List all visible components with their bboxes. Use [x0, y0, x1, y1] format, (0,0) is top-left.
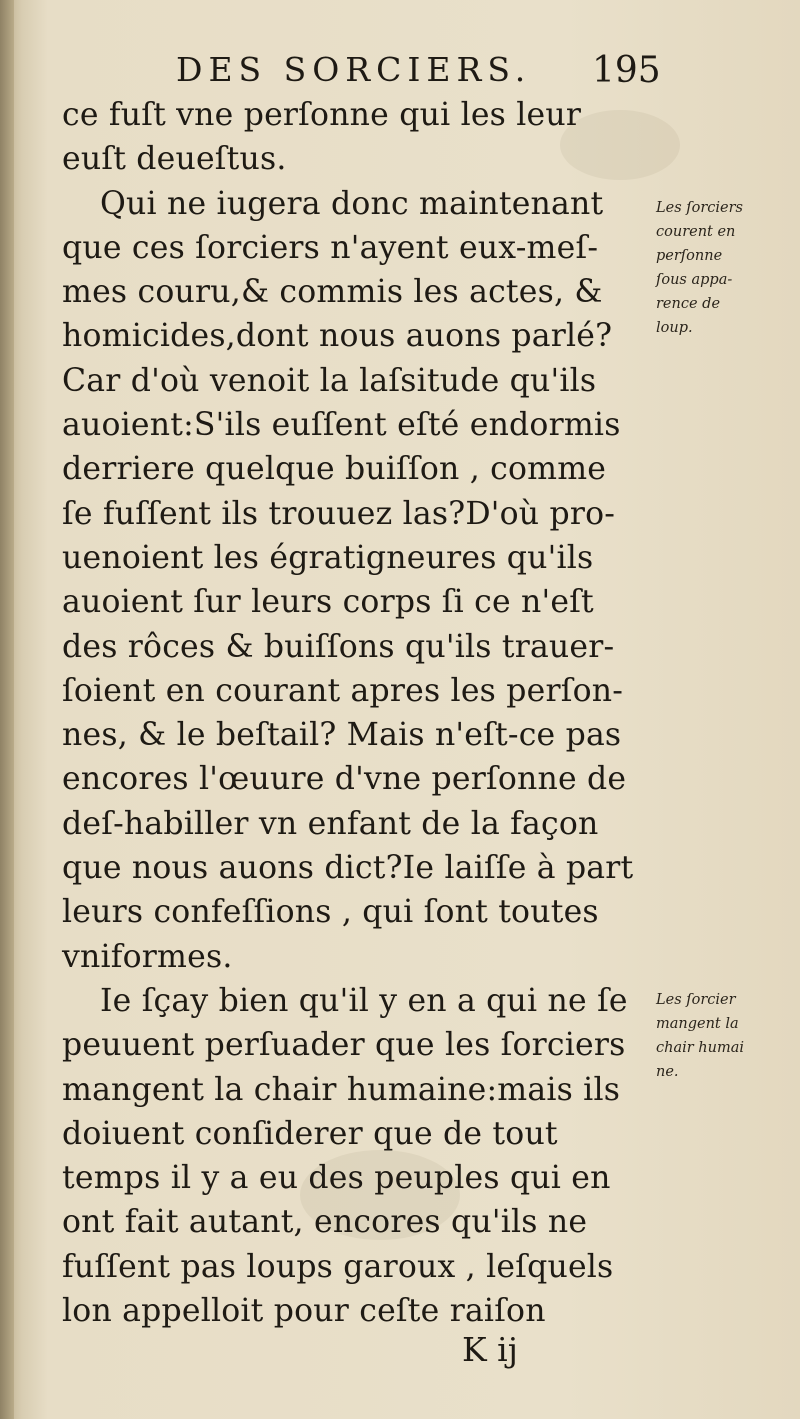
text-line: que nous auons dict?Ie laiſſe à part [62, 850, 634, 887]
text-line: fuſſent pas loups garoux , leſquels [62, 1248, 614, 1285]
text-line: deſ-habiller vn enfant de la façon [62, 805, 599, 842]
margin-note-line: chair humai [656, 1040, 744, 1056]
margin-note-line: ne. [656, 1064, 679, 1080]
margin-note-human-flesh [656, 988, 796, 1084]
page-gutter [0, 0, 14, 1419]
text-line: ſe fuſſent ils trouuez las?D'où pro- [62, 495, 616, 532]
margin-note-line: mangent la [656, 1016, 739, 1032]
text-line: lon appelloit pour ceſte raiſon [62, 1293, 546, 1330]
signature-mark: K ij [462, 1330, 518, 1369]
text-line: uenoient les égratigneures qu'ils [62, 539, 594, 576]
text-line: doiuent conſiderer que de tout [62, 1115, 558, 1152]
text-line: nes, & le beſtail? Mais n'eſt-ce pas [62, 717, 622, 754]
text-line: ont fait autant, encores qu'ils ne [62, 1204, 588, 1241]
margin-note-line: perſonne [656, 248, 723, 264]
margin-note-line: ſous appa- [656, 272, 733, 288]
margin-note-line: Les ſorciers [656, 200, 743, 216]
text-line: Ie ſçay bien qu'il y en a qui ne ſe [100, 982, 628, 1019]
text-line: auoient ſur leurs corps ſi ce n'eſt [62, 584, 594, 621]
margin-note-line: loup. [656, 320, 693, 336]
text-line: mangent la chair humaine:mais ils [62, 1071, 621, 1108]
text-line: homicides,dont nous auons parlé? [62, 318, 613, 355]
text-line: auoient:S'ils euſſent eſté endormis [62, 407, 621, 444]
margin-note-line: courent en [656, 224, 736, 240]
text-line: encores l'œuure d'vne perſonne de [62, 761, 627, 798]
text-line: vniformes. [62, 938, 233, 975]
margin-note-line: Les ſorcier [656, 992, 736, 1008]
text-line: des rôces & buiſſons qu'ils trauer- [62, 628, 615, 665]
text-line: leurs confeſſions , qui ſont toutes [62, 894, 599, 931]
text-line: Car d'où venoit la laſsitude qu'ils [62, 362, 597, 399]
page-number: 195 [592, 50, 661, 91]
text-line: que ces ſorciers n'ayent eux-meſ- [62, 229, 599, 266]
text-line: euſt deueſtus. [62, 141, 287, 178]
text-line: peuuent perſuader que les ſorciers [62, 1027, 626, 1064]
text-line: derriere quelque buiſſon , comme [62, 451, 607, 488]
margin-note-werewolves [656, 196, 796, 340]
text-line: ſoient en courant apres les perſon- [62, 672, 624, 709]
text-line: Qui ne iugera donc maintenant [100, 185, 604, 222]
margin-note-line: rence de [656, 296, 721, 312]
text-line: ce fuſt vne perſonne qui les leur [62, 97, 582, 133]
text-line: temps il y a eu des peuples qui en [62, 1160, 611, 1197]
running-title: DES SORCIERS. [176, 50, 532, 89]
body-text [62, 93, 647, 1333]
text-line: mes couru,& commis les actes, & [62, 274, 603, 311]
